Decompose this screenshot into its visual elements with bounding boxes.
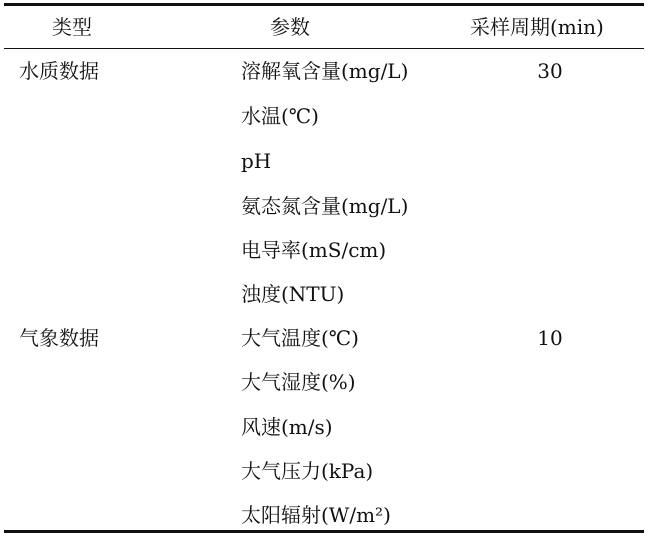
- header-param: 参数: [270, 15, 310, 39]
- header-type: 类型: [52, 15, 92, 39]
- param-air-temp: 大气温度(℃): [241, 326, 359, 350]
- period-meteorological: 10: [537, 326, 563, 350]
- table-bottom-rule: [4, 530, 644, 533]
- param-conductivity: 电导率(mS/cm): [241, 238, 387, 262]
- period-water-quality: 30: [537, 59, 563, 83]
- param-ph: pH: [241, 149, 272, 173]
- table-header-rule: [4, 48, 644, 49]
- param-dissolved-oxygen: 溶解氧含量(mg/L): [241, 59, 409, 83]
- table-top-rule: [4, 3, 644, 6]
- category-meteorological: 气象数据: [19, 326, 99, 350]
- param-wind-speed: 风速(m/s): [241, 415, 333, 439]
- param-solar-radiation: 太阳辐射(W/m²): [241, 503, 391, 527]
- header-period: 采样周期(min): [470, 15, 604, 39]
- param-air-pressure: 大气压力(kPa): [241, 459, 374, 483]
- param-ammonia-nitrogen: 氨态氮含量(mg/L): [241, 194, 409, 218]
- category-water-quality: 水质数据: [19, 59, 99, 83]
- param-air-humidity: 大气湿度(%): [241, 370, 356, 394]
- param-water-temp: 水温(℃): [241, 104, 319, 128]
- param-turbidity: 浊度(NTU): [241, 282, 345, 306]
